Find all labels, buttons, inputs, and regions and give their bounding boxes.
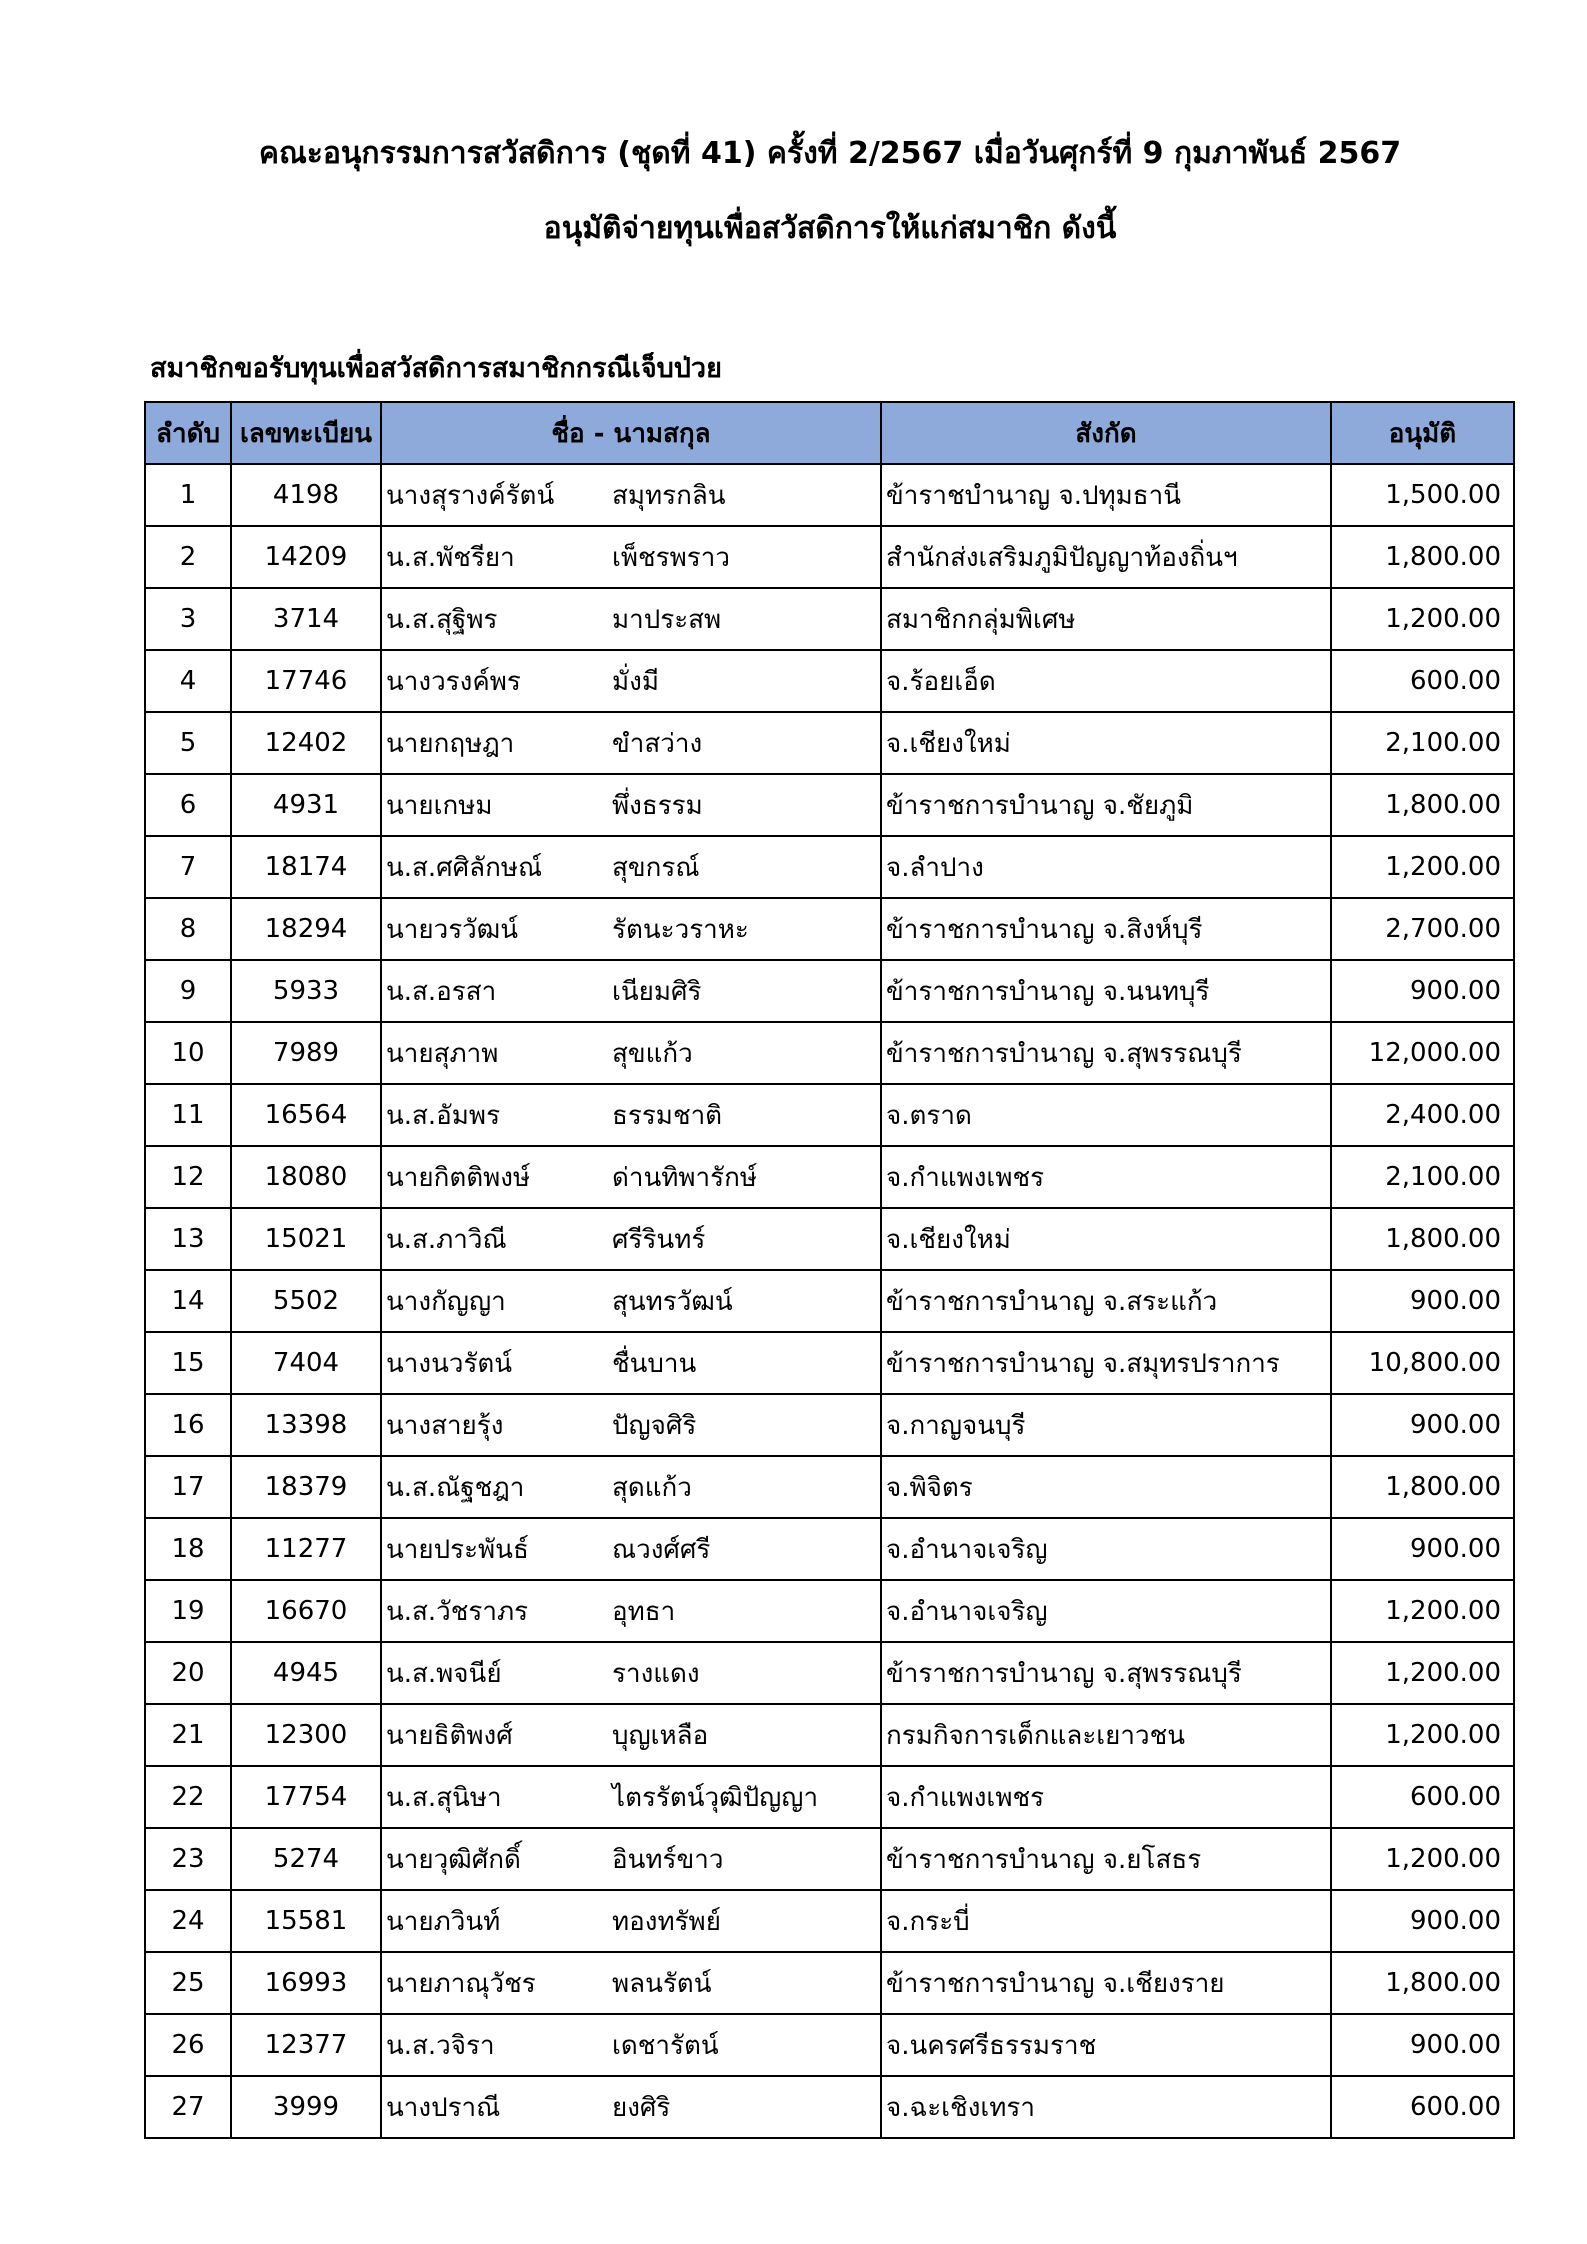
table-row	[145, 1394, 1514, 1456]
row-number: 7	[145, 836, 231, 898]
first-name: น.ส.พัชรียา	[386, 542, 515, 573]
column-header-name: ชื่อ - นามสกุล	[381, 402, 881, 464]
first-name: น.ส.ศศิลักษณ์	[386, 852, 543, 883]
first-name: น.ส.วัชราภร	[386, 1596, 529, 1627]
document-subtitle: อนุมัติจ่ายทุนเพื่อสวัสดิการให้แก่สมาชิก ดังนี้	[543, 211, 1117, 246]
affiliation: จ.อำนาจเจริญ	[881, 1580, 1331, 1642]
registration-number: 13398	[231, 1394, 381, 1456]
member-name	[381, 1518, 881, 1580]
registration-number: 16564	[231, 1084, 381, 1146]
affiliation: จ.พิจิตร	[881, 1456, 1331, 1518]
table-row	[145, 1828, 1514, 1890]
registration-number: 7404	[231, 1332, 381, 1394]
last-name: พึ่งธรรม	[612, 790, 703, 821]
row-number: 21	[145, 1704, 231, 1766]
approved-amount: 1,200.00	[1331, 1580, 1514, 1642]
last-name: สุขกรณ์	[612, 852, 700, 883]
approved-amount: 2,700.00	[1331, 898, 1514, 960]
row-number: 18	[145, 1518, 231, 1580]
approved-amount: 600.00	[1331, 1766, 1514, 1828]
approved-amount: 1,500.00	[1331, 464, 1514, 526]
last-name: รางแดง	[612, 1658, 700, 1689]
first-name: น.ส.พจนีย์	[386, 1658, 502, 1689]
registration-number: 15581	[231, 1890, 381, 1952]
table-row	[145, 1332, 1514, 1394]
row-number: 19	[145, 1580, 231, 1642]
approved-amount: 900.00	[1331, 1518, 1514, 1580]
registration-number: 18080	[231, 1146, 381, 1208]
affiliation: จ.ฉะเชิงเทรา	[881, 2076, 1331, 2138]
row-number: 15	[145, 1332, 231, 1394]
affiliation: จ.กาญจนบุรี	[881, 1394, 1331, 1456]
member-name	[381, 1828, 881, 1890]
member-name	[381, 1022, 881, 1084]
last-name: ศรีรินทร์	[612, 1224, 706, 1255]
table-row	[145, 1580, 1514, 1642]
registration-number: 17746	[231, 650, 381, 712]
member-name	[381, 836, 881, 898]
first-name: นางกัญญา	[386, 1286, 506, 1317]
affiliation: สมาชิกกลุ่มพิเศษ	[881, 588, 1331, 650]
last-name: มาประสพ	[612, 604, 722, 635]
affiliation: จ.ลำปาง	[881, 836, 1331, 898]
table-row	[145, 1766, 1514, 1828]
table-row	[145, 836, 1514, 898]
affiliation: ข้าราชการบำนาญ จ.เชียงราย	[881, 1952, 1331, 2014]
table-row	[145, 1022, 1514, 1084]
last-name: ชื่นบาน	[612, 1348, 697, 1379]
row-number: 8	[145, 898, 231, 960]
affiliation: ข้าราชการบำนาญ จ.สุพรรณบุรี	[881, 1022, 1331, 1084]
affiliation: ข้าราชการบำนาญ จ.นนทบุรี	[881, 960, 1331, 1022]
row-number: 1	[145, 464, 231, 526]
member-name	[381, 1456, 881, 1518]
first-name: นางนวรัตน์	[386, 1348, 513, 1379]
registration-number: 5502	[231, 1270, 381, 1332]
approved-amount: 900.00	[1331, 1890, 1514, 1952]
member-name	[381, 1704, 881, 1766]
affiliation: ข้าราชการบำนาญ จ.สมุทรปราการ	[881, 1332, 1331, 1394]
table-row	[145, 1518, 1514, 1580]
registration-number: 14209	[231, 526, 381, 588]
approved-amount: 1,800.00	[1331, 1208, 1514, 1270]
affiliation: จ.นครศรีธรรมราช	[881, 2014, 1331, 2076]
first-name: น.ส.อรสา	[386, 976, 497, 1007]
first-name: น.ส.สุนิษา	[386, 1782, 502, 1813]
first-name: นายภวินท์	[386, 1906, 501, 1937]
last-name: ณวงศ์ศรี	[612, 1534, 711, 1565]
table-row	[145, 588, 1514, 650]
approved-amount: 1,200.00	[1331, 1704, 1514, 1766]
approved-amount: 600.00	[1331, 2076, 1514, 2138]
last-name: สมุทรกลิน	[612, 480, 726, 511]
approved-amount: 2,100.00	[1331, 712, 1514, 774]
first-name: น.ส.สุฐิพร	[386, 604, 498, 635]
affiliation: ข้าราชการบำนาญ จ.ชัยภูมิ	[881, 774, 1331, 836]
last-name: สุดแก้ว	[612, 1472, 692, 1503]
registration-number: 12300	[231, 1704, 381, 1766]
approved-amount: 10,800.00	[1331, 1332, 1514, 1394]
row-number: 11	[145, 1084, 231, 1146]
first-name: น.ส.ณัฐชฎา	[386, 1472, 525, 1503]
row-number: 23	[145, 1828, 231, 1890]
registration-number: 18174	[231, 836, 381, 898]
section-title: สมาชิกขอรับทุนเพื่อสวัสดิการสมาชิกกรณีเจ็บป่วย	[150, 353, 722, 384]
affiliation: จ.กำแพงเพชร	[881, 1766, 1331, 1828]
table-row	[145, 712, 1514, 774]
affiliation: จ.ตราด	[881, 1084, 1331, 1146]
document-title: คณะอนุกรรมการสวัสดิการ (ชุดที่ 41) ครั้งที่ 2/2567 เมื่อวันศุกร์ที่ 9 กุมภาพันธ์ 2567	[258, 136, 1402, 171]
member-name	[381, 1580, 881, 1642]
row-number: 14	[145, 1270, 231, 1332]
row-number: 5	[145, 712, 231, 774]
member-name	[381, 1146, 881, 1208]
last-name: พลนรัตน์	[612, 1968, 712, 1999]
registration-number: 16993	[231, 1952, 381, 2014]
approved-amount: 900.00	[1331, 1270, 1514, 1332]
row-number: 20	[145, 1642, 231, 1704]
first-name: นายกฤษฎา	[386, 728, 515, 759]
registration-number: 17754	[231, 1766, 381, 1828]
first-name: นายประพันธ์	[386, 1534, 529, 1565]
member-name	[381, 650, 881, 712]
affiliation: ข้าราชการบำนาญ จ.สระแก้ว	[881, 1270, 1331, 1332]
approved-amount: 900.00	[1331, 1394, 1514, 1456]
member-name	[381, 1952, 881, 2014]
table-row	[145, 1270, 1514, 1332]
approved-amount: 1,200.00	[1331, 1642, 1514, 1704]
approved-amount: 1,800.00	[1331, 526, 1514, 588]
last-name: มั่งมี	[612, 666, 659, 697]
member-name	[381, 526, 881, 588]
approved-amount: 600.00	[1331, 650, 1514, 712]
last-name: รัตนะวราหะ	[612, 914, 749, 945]
first-name: นางสายรุ้ง	[386, 1410, 504, 1441]
table-row	[145, 1146, 1514, 1208]
approved-amount: 1,200.00	[1331, 836, 1514, 898]
first-name: น.ส.วจิรา	[386, 2030, 495, 2061]
affiliation: จ.ร้อยเอ็ด	[881, 650, 1331, 712]
row-number: 25	[145, 1952, 231, 2014]
table-row	[145, 774, 1514, 836]
affiliation: จ.เชียงใหม่	[881, 1208, 1331, 1270]
affiliation: สำนักส่งเสริมภูมิปัญญาท้องถิ่นฯ	[881, 526, 1331, 588]
row-number: 17	[145, 1456, 231, 1518]
last-name: สุนทรวัฒน์	[612, 1286, 733, 1317]
member-name	[381, 1766, 881, 1828]
column-header-registration: เลขทะเบียน	[231, 402, 381, 464]
registration-number: 18379	[231, 1456, 381, 1518]
last-name: อินทร์ขาว	[612, 1844, 724, 1875]
row-number: 27	[145, 2076, 231, 2138]
last-name: ยงศิริ	[612, 2092, 671, 2123]
affiliation: ข้าราชบำนาญ จ.ปทุมธานี	[881, 464, 1331, 526]
affiliation: ข้าราชการบำนาญ จ.สิงห์บุรี	[881, 898, 1331, 960]
table-row	[145, 2014, 1514, 2076]
table-row	[145, 1642, 1514, 1704]
row-number: 3	[145, 588, 231, 650]
table-row	[145, 1704, 1514, 1766]
approved-amount: 12,000.00	[1331, 1022, 1514, 1084]
registration-number: 4945	[231, 1642, 381, 1704]
first-name: นายวรวัฒน์	[386, 914, 519, 945]
registration-number: 15021	[231, 1208, 381, 1270]
first-name: นายเกษม	[386, 790, 493, 821]
member-name	[381, 1642, 881, 1704]
last-name: สุขแก้ว	[612, 1038, 693, 1069]
registration-number: 11277	[231, 1518, 381, 1580]
member-name	[381, 1332, 881, 1394]
approved-amount: 900.00	[1331, 2014, 1514, 2076]
column-header-affiliation: สังกัด	[881, 402, 1331, 464]
table-row	[145, 1084, 1514, 1146]
member-name	[381, 1890, 881, 1952]
approved-amount: 1,800.00	[1331, 1456, 1514, 1518]
approved-amount: 1,200.00	[1331, 588, 1514, 650]
first-name: นายสุภาพ	[386, 1038, 499, 1069]
member-name	[381, 960, 881, 1022]
registration-number: 12402	[231, 712, 381, 774]
row-number: 12	[145, 1146, 231, 1208]
table-row	[145, 898, 1514, 960]
member-name	[381, 588, 881, 650]
approved-amount: 1,800.00	[1331, 774, 1514, 836]
first-name: นางปราณี	[386, 2092, 501, 2123]
affiliation: จ.เชียงใหม่	[881, 712, 1331, 774]
registration-number: 3999	[231, 2076, 381, 2138]
row-number: 24	[145, 1890, 231, 1952]
approved-amount: 1,200.00	[1331, 1828, 1514, 1890]
member-name	[381, 464, 881, 526]
member-name	[381, 1084, 881, 1146]
first-name: นางสุรางค์รัตน์	[386, 480, 555, 511]
registration-number: 16670	[231, 1580, 381, 1642]
table-header-row	[145, 402, 1514, 464]
column-header-approved: อนุมัติ	[1331, 402, 1514, 464]
affiliation: กรมกิจการเด็กและเยาวชน	[881, 1704, 1331, 1766]
last-name: ไตรรัตน์วุฒิปัญญา	[612, 1782, 819, 1813]
affiliation: จ.กำแพงเพชร	[881, 1146, 1331, 1208]
registration-number: 12377	[231, 2014, 381, 2076]
approved-amount: 2,400.00	[1331, 1084, 1514, 1146]
affiliation: ข้าราชการบำนาญ จ.สุพรรณบุรี	[881, 1642, 1331, 1704]
member-name	[381, 774, 881, 836]
affiliation: ข้าราชการบำนาญ จ.ยโสธร	[881, 1828, 1331, 1890]
row-number: 9	[145, 960, 231, 1022]
first-name: นายธิติพงศ์	[386, 1720, 513, 1751]
first-name: นางวรงค์พร	[386, 666, 521, 697]
row-number: 22	[145, 1766, 231, 1828]
member-name	[381, 712, 881, 774]
last-name: บุญเหลือ	[612, 1720, 709, 1751]
member-name	[381, 1394, 881, 1456]
last-name: เพ็ชรพราว	[612, 542, 730, 573]
approved-amount: 900.00	[1331, 960, 1514, 1022]
member-name	[381, 898, 881, 960]
registration-number: 5274	[231, 1828, 381, 1890]
table-row	[145, 526, 1514, 588]
last-name: อุทธา	[612, 1596, 676, 1627]
row-number: 26	[145, 2014, 231, 2076]
registration-number: 3714	[231, 588, 381, 650]
row-number: 10	[145, 1022, 231, 1084]
table-row	[145, 1890, 1514, 1952]
last-name: ทองทรัพย์	[612, 1906, 721, 1937]
last-name: เนียมศิริ	[612, 976, 702, 1007]
first-name: น.ส.อัมพร	[386, 1100, 501, 1131]
table-row	[145, 1208, 1514, 1270]
table-row	[145, 960, 1514, 1022]
approved-amount: 1,800.00	[1331, 1952, 1514, 2014]
last-name: เดชารัตน์	[612, 2030, 719, 2061]
first-name: น.ส.ภาวิณี	[386, 1224, 507, 1255]
table-row	[145, 1952, 1514, 2014]
row-number: 6	[145, 774, 231, 836]
member-name	[381, 2014, 881, 2076]
first-name: นายกิตติพงษ์	[386, 1162, 531, 1193]
last-name: ด่านทิพารักษ์	[612, 1162, 757, 1193]
approved-amount: 2,100.00	[1331, 1146, 1514, 1208]
table-body	[145, 464, 1514, 2138]
registration-number: 7989	[231, 1022, 381, 1084]
column-header-no: ลำดับ	[145, 402, 231, 464]
table-row	[145, 2076, 1514, 2138]
first-name: นายวุฒิศักดิ์	[386, 1844, 521, 1875]
row-number: 13	[145, 1208, 231, 1270]
approval-table	[144, 401, 1515, 2139]
row-number: 16	[145, 1394, 231, 1456]
table-row	[145, 650, 1514, 712]
member-name	[381, 1208, 881, 1270]
row-number: 2	[145, 526, 231, 588]
registration-number: 4198	[231, 464, 381, 526]
registration-number: 4931	[231, 774, 381, 836]
member-name	[381, 2076, 881, 2138]
table-row	[145, 464, 1514, 526]
table-row	[145, 1456, 1514, 1518]
row-number: 4	[145, 650, 231, 712]
member-name	[381, 1270, 881, 1332]
affiliation: จ.อำนาจเจริญ	[881, 1518, 1331, 1580]
last-name: ขำสว่าง	[612, 728, 703, 759]
last-name: ปัญจศิริ	[612, 1410, 697, 1441]
affiliation: จ.กระบี่	[881, 1890, 1331, 1952]
first-name: นายภาณุวัชร	[386, 1968, 536, 1999]
last-name: ธรรมชาติ	[612, 1100, 723, 1131]
registration-number: 18294	[231, 898, 381, 960]
registration-number: 5933	[231, 960, 381, 1022]
